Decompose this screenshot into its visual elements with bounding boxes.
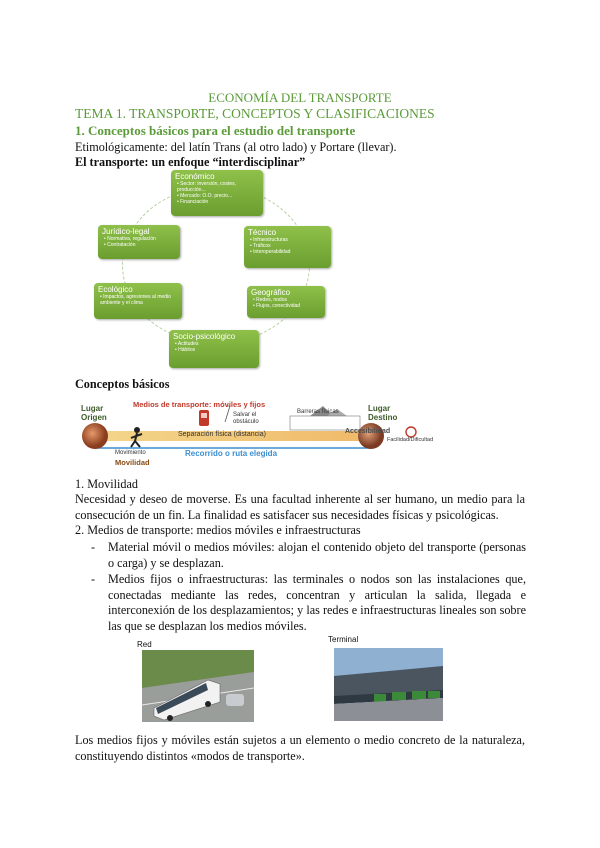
basic-concepts-heading: Conceptos básicos	[75, 377, 170, 391]
box-economico-title: Económico	[175, 172, 215, 181]
box-geografico-title: Geográfico	[251, 288, 291, 297]
box-ecologico	[94, 283, 182, 319]
origin-label-1: Lugar	[81, 404, 104, 413]
box-geografico	[247, 286, 325, 318]
clock-icon	[406, 427, 416, 437]
accessibility-label: Accesibilidad	[345, 428, 391, 435]
box-tecnico-title: Técnico	[248, 228, 277, 237]
separation-label: Separación física (distancia)	[178, 431, 266, 438]
obstacle-label-1: Salvar el	[233, 412, 257, 418]
origin-label	[81, 404, 107, 422]
route-label: Recorrido o ruta elegida	[185, 449, 278, 458]
box-tecnico	[244, 226, 331, 268]
photo-terminal	[334, 648, 443, 721]
walker-icon	[134, 427, 140, 433]
box-ecologico-item: • Impactos, agresiones al medio ambiente y el clima	[100, 294, 178, 306]
mobility-text: Necesidad y deseo de moverse. Es una facultad inherente al ser humano, un medio para la consecución de un fin. La finalidad es satisfacer sus necesidades físicas y psicológicas.	[75, 492, 525, 522]
box-economico-item: • Mercado: O.O. precio...	[177, 193, 259, 199]
box-tecnico-item: • Tráficos	[250, 243, 327, 249]
photo-terminal-label: Terminal	[328, 635, 359, 644]
destination-label-2: Destino	[368, 413, 398, 422]
box-socio	[169, 330, 259, 368]
box-economico-item: • Financiación	[177, 199, 259, 205]
box-juridico-item: • Contratación	[104, 242, 176, 248]
box-socio-title: Socio-psicológico	[173, 332, 236, 341]
box-tecnico-item: • Interoperabilidad	[250, 249, 327, 255]
section-title: 1. Conceptos básicos para el estudio del transporte	[75, 123, 356, 138]
obstacle-label	[233, 412, 259, 426]
bullet-text-1: Material móvil o medios móviles: alojan el contenido objeto del transporte (personas o carga) y se desplazan.	[108, 540, 526, 570]
box-ecologico-title: Ecológico	[98, 285, 133, 294]
box-economico-item: • Sector: inversión, costes, producción...	[177, 181, 259, 193]
box-juridico-item: • Normativa, regulación	[104, 236, 176, 242]
train-window-icon	[201, 413, 207, 418]
photo-red-label: Red	[137, 640, 152, 649]
theme-title: TEMA 1. TRANSPORTE, CONCEPTOS Y CLASIFICACIONES	[75, 106, 435, 121]
box-juridico-title: Jurídico-legal	[102, 227, 150, 236]
medios-title: 2. Medios de transporte: medios móviles e infraestructuras	[75, 523, 361, 537]
approach-heading: El transporte: un enfoque “interdisciplinar”	[75, 155, 306, 169]
ease-label: Facilidad/Dificultad	[387, 437, 434, 443]
box-economico	[171, 170, 263, 216]
destination-ball	[358, 423, 384, 449]
box-tecnico-item: • Infraestructuras	[250, 237, 327, 243]
photo-red-image	[142, 650, 254, 722]
main-title: ECONOMÍA DEL TRANSPORTE	[208, 90, 392, 105]
closing-text: Los medios fijos y móviles están sujetos a un elemento o medio concreto de la naturaleza, constituyendo distintos «modos de transporte».	[75, 733, 525, 763]
media-label: Medios de transporte: móviles y fijos	[133, 400, 266, 409]
origin-label-2: Origen	[81, 413, 107, 422]
box-socio-item: • Hábitos	[175, 347, 255, 353]
barriers-label: Barreras físicas	[297, 409, 339, 415]
destination-label	[368, 404, 397, 422]
obstacle-label-2: obstáculo	[233, 419, 259, 425]
photo-terminal-image	[334, 648, 443, 721]
mobility-title: 1. Movilidad	[75, 477, 138, 491]
etymology-line: Etimológicamente: del latín Trans (al otro lado) y Portare (llevar).	[75, 140, 397, 154]
box-geografico-item: • Flujos, conectividad	[253, 303, 321, 309]
photo-red	[142, 650, 254, 722]
bullet-dash-1: -	[91, 540, 96, 554]
bullet-dash-2: -	[91, 572, 96, 586]
bullet-text-2: Medios fijos o infraestructuras: las terminales o nodos son las instalaciones que, conectadas mediante las redes, concentran y articulan la salida, llegada e interconexión de los desplazamientos; y las redes e infraestructuras lineales son sobre las que se desplazan los medios móviles.	[108, 572, 526, 633]
origin-ball	[82, 423, 108, 449]
basic-concepts-diagram	[75, 392, 455, 470]
box-geografico-item: • Redes, nodos	[253, 297, 321, 303]
movement-label: Movimiento	[115, 450, 146, 456]
box-socio-item: • Actitudes	[175, 341, 255, 347]
destination-label-1: Lugar	[368, 404, 391, 413]
mobility-label: Movilidad	[115, 458, 150, 467]
box-juridico	[98, 225, 180, 259]
